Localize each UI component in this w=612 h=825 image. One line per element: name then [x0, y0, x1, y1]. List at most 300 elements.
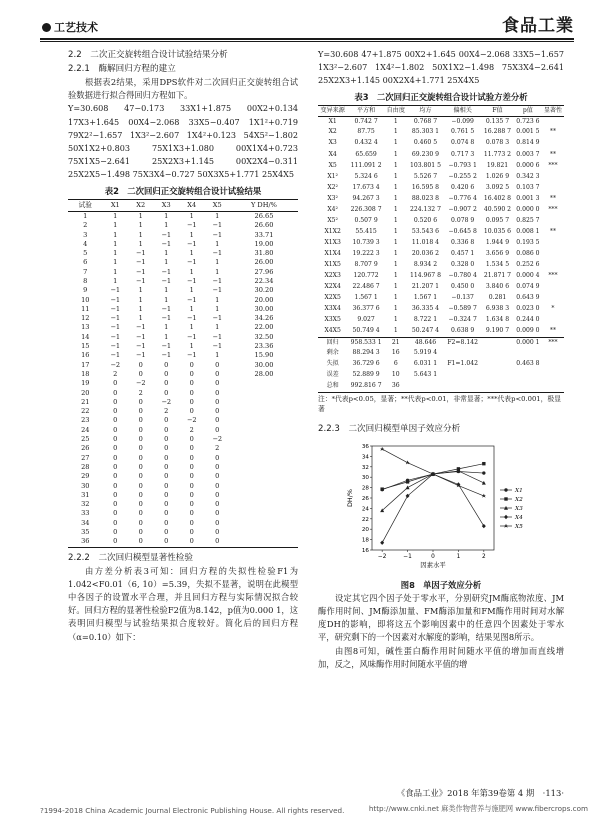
- table-cell: 1: [393, 260, 398, 268]
- table-row: [318, 249, 564, 260]
- table-cell: [230, 491, 298, 500]
- table3-note: 注：*代表p<0.05，显著；**代表p<0.01，非常显著；***代表p<0.001，极显著: [318, 394, 561, 413]
- table-row: [68, 240, 298, 249]
- table-row: [68, 286, 298, 295]
- table-cell: 0: [189, 509, 194, 518]
- table-cell: 0: [138, 369, 143, 378]
- table-row: [68, 361, 298, 370]
- table-cell: 1: [138, 286, 143, 295]
- table-cell: 0.001 3: [516, 194, 540, 202]
- table-cell: [230, 463, 298, 472]
- table-cell: 94.267 3: [352, 194, 380, 202]
- table-cell: 1: [393, 272, 398, 280]
- table-row: [68, 314, 298, 323]
- table-cell: 0: [113, 435, 118, 444]
- y-axis-label: DH/%: [346, 488, 354, 507]
- table-cell: 1: [189, 211, 194, 220]
- table-cell: 0: [215, 397, 220, 406]
- table-cell: −2: [161, 397, 172, 406]
- table-cell: 0.432 4: [354, 139, 378, 147]
- table-cell: 0: [164, 518, 169, 527]
- table-cell: 0: [138, 509, 143, 518]
- legend-label: X1: [515, 487, 523, 494]
- table-row: [318, 271, 564, 282]
- table-cell: [230, 407, 298, 416]
- table-cell: 36.335 4: [411, 305, 440, 313]
- table-cell: 1: [189, 342, 194, 351]
- table-cell: 114.967 8: [409, 272, 441, 280]
- table-cell: −1: [212, 249, 223, 258]
- table-cell: 0: [215, 388, 220, 397]
- table-cell: X4: [328, 150, 337, 158]
- table-cell: 0.000 0: [516, 205, 540, 213]
- table-cell: [230, 435, 298, 444]
- table-cell: X3X5: [324, 316, 341, 324]
- table-cell: 1: [138, 314, 143, 323]
- table-cell: 1: [113, 249, 118, 258]
- table-cell: −1: [161, 342, 172, 351]
- table-cell: 103.801 5: [409, 161, 441, 169]
- table-cell: 1.944 9: [485, 238, 510, 246]
- table-cell: −0.793 1: [448, 161, 477, 169]
- table-row: [318, 304, 564, 315]
- table-cell: 9.190 7: [485, 327, 510, 335]
- table-cell: 0.135 7: [485, 117, 510, 125]
- table-row: [68, 258, 298, 267]
- table-cell: [230, 398, 298, 407]
- y-tick-label: 16: [361, 547, 369, 554]
- table-row: [318, 149, 564, 160]
- data-point: [504, 497, 507, 500]
- table-cell: X1X4: [324, 249, 341, 257]
- y-tick-label: 20: [361, 526, 369, 533]
- table-cell: [230, 509, 298, 518]
- data-point: [482, 524, 486, 528]
- table-cell: −0.255 2: [448, 172, 477, 180]
- table-cell: −1: [135, 277, 146, 285]
- table-cell: 22.00: [254, 323, 274, 332]
- table-cell: 1: [393, 117, 398, 125]
- heading-2-2-2: 2.2.2 二次回归模型显著性检验: [68, 552, 193, 563]
- table-cell: [514, 370, 542, 381]
- table-cell: 8.722 1: [413, 316, 438, 324]
- data-point: [504, 515, 508, 519]
- table-cell: 0.074 8: [451, 139, 475, 147]
- table-cell: F1=1.042: [447, 360, 478, 368]
- table-cell: [542, 370, 564, 381]
- table-cell: [542, 138, 564, 149]
- table-cell: 15.90: [254, 351, 274, 360]
- table-cell: 0: [138, 472, 143, 481]
- table-cell: −1: [110, 342, 121, 351]
- table-cell: ***: [548, 161, 558, 169]
- table-cell: 16: [391, 349, 400, 357]
- table-row: [318, 370, 564, 381]
- table-cell: 2: [83, 221, 88, 230]
- table-cell: 1: [164, 221, 169, 230]
- table-cell: 1: [215, 351, 220, 360]
- table-row: [68, 333, 298, 342]
- single-factor-chart: [336, 438, 536, 578]
- heading-2-2-3: 2.2.3 二次回归模型单因子效应分析: [318, 423, 461, 434]
- table-row: [318, 337, 564, 348]
- table-cell: 1: [393, 327, 398, 335]
- table-cell: 19.821: [486, 161, 509, 169]
- table-cell: 11: [81, 304, 90, 313]
- table-cell: 0: [189, 388, 194, 397]
- table-cell: 1: [393, 316, 398, 324]
- table-cell: 0: [189, 518, 194, 527]
- table-cell: 88.023 8: [411, 194, 440, 202]
- table-cell: 40.590 2: [483, 205, 512, 213]
- figure-8: [336, 438, 536, 578]
- data-point: [482, 462, 485, 465]
- table-cell: 34: [81, 518, 90, 527]
- table-cell: 1.026 9: [485, 172, 510, 180]
- table-cell: [230, 500, 298, 509]
- table-cell: −0.099: [451, 117, 474, 125]
- table-row: [68, 519, 298, 528]
- journal-logo: 食品工業: [502, 16, 574, 36]
- header-rule-thin: [40, 41, 574, 42]
- table-cell: [230, 389, 298, 398]
- table-cell: 1.634 8: [485, 316, 510, 324]
- y-tick-label: 24: [361, 506, 369, 513]
- table-cell: 5.526 7: [413, 172, 438, 180]
- table-cell: 0: [179, 537, 204, 547]
- table-cell: 0: [138, 397, 143, 406]
- table-cell: −1: [135, 332, 146, 341]
- table-row: [318, 116, 564, 127]
- table-cell: 2: [164, 407, 169, 416]
- table-cell: X5: [328, 161, 337, 169]
- data-point: [380, 487, 383, 490]
- table-cell: −1: [110, 351, 121, 360]
- table-cell: 1: [189, 286, 194, 295]
- table-cell: −1: [161, 267, 172, 276]
- table-cell: 剩余: [326, 349, 339, 357]
- table-cell: 5.643 1: [413, 371, 438, 379]
- table-cell: 1: [393, 216, 398, 224]
- table-cell: [542, 249, 564, 260]
- table-cell: 12: [81, 314, 90, 323]
- table-row: [318, 138, 564, 149]
- table-cell: 13: [81, 323, 90, 332]
- table-cell: X1X3: [324, 238, 341, 246]
- table-cell: 0.000 1: [514, 337, 542, 348]
- table-cell: 1: [113, 211, 118, 220]
- table-row: [318, 359, 564, 370]
- table-cell: −1: [212, 314, 223, 323]
- table-cell: **: [549, 150, 556, 158]
- table-cell: 0: [138, 416, 143, 425]
- table-cell: 1: [215, 239, 220, 248]
- table-cell: 1: [164, 249, 169, 258]
- table-cell: 6.031 1: [413, 360, 438, 368]
- table-cell: 1: [393, 238, 398, 246]
- x-tick-label: −1: [403, 553, 412, 560]
- y-tick-label: 32: [361, 464, 369, 471]
- table-cell: 85.303 1: [411, 128, 440, 136]
- table-cell: [230, 426, 298, 435]
- table-cell: [514, 381, 542, 392]
- table-cell: 1: [189, 267, 194, 276]
- table-cell: −1: [186, 258, 197, 267]
- table-cell: 0: [138, 500, 143, 509]
- table-cell: −1: [161, 230, 172, 239]
- table-cell: [230, 454, 298, 463]
- table-cell: −1: [161, 304, 172, 313]
- table-cell: 0: [164, 425, 169, 434]
- table-cell: 1: [393, 227, 398, 235]
- table-cell: 0: [215, 528, 220, 537]
- table-cell: ***: [548, 272, 558, 280]
- table-cell: 0.328 0: [451, 260, 475, 268]
- table-cell: 1: [113, 258, 118, 267]
- table-cell: 1: [393, 305, 398, 313]
- table3: [318, 105, 564, 393]
- table-cell: 65.659: [355, 150, 377, 158]
- table-cell: 1: [164, 295, 169, 304]
- table-cell: 52.889 9: [352, 371, 380, 379]
- table-cell: [542, 171, 564, 182]
- table-cell: 992.816 7: [347, 381, 384, 392]
- table-cell: 0: [113, 425, 118, 434]
- table-cell: [481, 359, 514, 370]
- table-row: [318, 238, 564, 249]
- table-cell: −1: [135, 323, 146, 332]
- table-row: [68, 444, 298, 453]
- table-cell: 2: [189, 425, 194, 434]
- table-cell: 24: [81, 425, 90, 434]
- table-cell: [230, 416, 298, 425]
- table-cell: X1X5: [324, 260, 341, 268]
- table-cell: 4: [83, 239, 88, 248]
- table-cell: 7: [83, 267, 88, 276]
- table-cell: 1: [138, 295, 143, 304]
- table-cell: 0: [215, 416, 220, 425]
- table-cell: −1: [186, 277, 197, 285]
- y-tick-label: 22: [361, 516, 369, 523]
- table-cell: 30.00: [254, 360, 274, 369]
- left-column: [68, 48, 298, 644]
- y-tick-label: 36: [361, 443, 369, 450]
- section-label: 工艺技术: [42, 20, 98, 36]
- table-cell: 0: [189, 472, 194, 481]
- table-cell: 26.00: [254, 258, 274, 267]
- table-row: [68, 416, 298, 425]
- data-point: [504, 488, 507, 491]
- table-cell: 16: [81, 351, 90, 360]
- table-cell: 0: [164, 416, 169, 425]
- table-cell: 0: [164, 528, 169, 537]
- table-cell: 0: [113, 462, 118, 471]
- table-cell: −2: [135, 379, 146, 388]
- table-cell: [230, 537, 298, 547]
- table-cell: 6: [393, 360, 398, 368]
- table-cell: 8: [83, 277, 88, 285]
- table-cell: 19.00: [254, 239, 274, 248]
- table-cell: 0: [164, 500, 169, 509]
- table-cell: [230, 519, 298, 528]
- table-cell: [542, 238, 564, 249]
- table-row: [68, 231, 298, 240]
- table-header-cell: X2: [128, 199, 153, 211]
- table-row: [318, 293, 564, 304]
- table-cell: 11.018 4: [411, 238, 440, 246]
- table-cell: **: [549, 327, 556, 335]
- table-cell: 26: [81, 444, 90, 453]
- table-cell: 8.934 2: [413, 260, 438, 268]
- table-cell: −1: [212, 221, 223, 230]
- table-cell: 31: [81, 490, 90, 499]
- table-cell: 0: [189, 407, 194, 416]
- table-cell: 6.938 3: [485, 305, 510, 313]
- table-cell: 31.80: [254, 249, 274, 258]
- table-row: [68, 435, 298, 444]
- table-cell: X2: [328, 128, 337, 136]
- legend-label: X3: [515, 505, 523, 512]
- table-cell: 0: [164, 490, 169, 499]
- table-cell: 0: [113, 397, 118, 406]
- table-cell: 0: [164, 462, 169, 471]
- table-cell: 1: [189, 249, 194, 258]
- data-point: [406, 480, 409, 483]
- table-cell: 0: [138, 407, 143, 416]
- paragraph-fig8-discussion: 由图8可知，碱性蛋白酶作用时间随水平值的增加而直线增加，反之，风味酶作用时间随水平值的增: [318, 645, 564, 669]
- table2: [68, 199, 298, 548]
- table-cell: 0.336 8: [451, 238, 475, 246]
- table-cell: 27.96: [254, 267, 274, 276]
- table-cell: 10.739 3: [352, 238, 380, 246]
- table-row: [318, 204, 564, 215]
- table-cell: 0: [138, 453, 143, 462]
- table-cell: 0: [113, 481, 118, 490]
- table-header-cell: X1: [103, 199, 128, 211]
- table-row: [68, 472, 298, 481]
- table-cell: 1: [189, 304, 194, 313]
- table-cell: [542, 260, 564, 271]
- table2-header-row: [68, 199, 298, 211]
- table-cell: 1: [393, 161, 398, 169]
- table-cell: 0: [164, 453, 169, 462]
- x-tick-label: 2: [481, 553, 486, 560]
- table-header-cell: 均方: [407, 105, 444, 116]
- table-cell: 0: [164, 509, 169, 518]
- table-cell: 3.092 5: [485, 183, 510, 191]
- table-row: [68, 323, 298, 332]
- table-cell: 0: [113, 500, 118, 509]
- table-cell: 0: [215, 360, 220, 369]
- table-cell: 0: [153, 537, 178, 547]
- table-cell: 0: [215, 509, 220, 518]
- table-cell: 0: [215, 490, 220, 499]
- table-cell: 0: [128, 537, 153, 547]
- table-cell: 20.00: [254, 295, 274, 304]
- table-cell: 1.534 5: [485, 260, 510, 268]
- table-cell: 0: [189, 369, 194, 378]
- table-cell: 34.26: [254, 314, 274, 323]
- table-cell: [542, 182, 564, 193]
- table-row: [68, 482, 298, 491]
- header-rule: [40, 38, 574, 40]
- table-cell: [542, 348, 564, 359]
- table-row: [68, 463, 298, 472]
- table-cell: 0: [138, 444, 143, 453]
- table-cell: 0: [113, 528, 118, 537]
- table-cell: 22.486 7: [352, 283, 380, 291]
- table-cell: 20: [81, 388, 90, 397]
- table-cell: 120.772: [353, 272, 379, 280]
- table-cell: 1: [164, 258, 169, 267]
- table-cell: 5.324 6: [354, 172, 378, 180]
- x-tick-label: 0: [431, 553, 435, 560]
- table-row: [318, 282, 564, 293]
- table-header-cell: 平方和: [347, 105, 384, 116]
- table-cell: 16.402 8: [483, 194, 512, 202]
- y-tick-label: 28: [361, 485, 369, 492]
- table-cell: 1: [113, 277, 118, 285]
- table-cell: −2: [110, 360, 121, 369]
- table-cell: 0: [215, 518, 220, 527]
- data-point: [482, 493, 486, 497]
- table-cell: ***: [548, 205, 558, 213]
- table-cell: 0.717 3: [451, 150, 475, 158]
- table-cell: 1: [215, 211, 220, 220]
- table-cell: −1: [110, 295, 121, 304]
- table-cell: 1: [215, 267, 220, 276]
- table-cell: 1: [113, 221, 118, 230]
- regression-equation-full: Y=30.608 47−0.173 33X1+1.875 00X2+0.134 17X3+1.645 00X4−2.068 33X5−0.407 1X1²+0.719 79X2²−1.657 1X3²−2.607 1X4²+0.123 54X5²−1.802 50X1X2+0.803 75X1X3+1.080 00X1X4+0.723 75X1X5−2.641 25X2X3+1.145 00X2X4−0.311 25X2X5−1.498 75X3X4−0.727 50X3X5+1.771 25X4X5: [68, 103, 298, 180]
- data-point: [380, 540, 384, 544]
- table-cell: 1: [393, 150, 398, 158]
- data-point: [482, 481, 486, 485]
- table-cell: 0: [113, 472, 118, 481]
- table-cell: ***: [542, 337, 564, 348]
- table-cell: 36.729 6: [352, 360, 380, 368]
- table-cell: 0: [164, 388, 169, 397]
- table-cell: 0.507 9: [354, 216, 378, 224]
- table3-body: [318, 116, 564, 392]
- table-cell: −1: [110, 332, 121, 341]
- table-cell: 1: [215, 304, 220, 313]
- table-cell: 0: [113, 379, 118, 388]
- table-cell: 0: [164, 369, 169, 378]
- table-cell: 17: [81, 360, 90, 369]
- table-cell: 0: [215, 481, 220, 490]
- table-cell: 0: [103, 537, 128, 547]
- table-row: [68, 491, 298, 500]
- table-cell: [514, 348, 542, 359]
- table-cell: −1: [186, 314, 197, 323]
- table-cell: 1: [164, 332, 169, 341]
- table-cell: [542, 282, 564, 293]
- table-cell: 22: [81, 407, 90, 416]
- table-cell: 10: [81, 295, 90, 304]
- table-cell: X3²: [327, 194, 339, 202]
- table-cell: **: [549, 128, 556, 136]
- table-cell: −1: [212, 332, 223, 341]
- table-cell: 2: [113, 369, 118, 378]
- table-row: [318, 160, 564, 171]
- series-line-x2: [382, 463, 484, 488]
- table-cell: [230, 379, 298, 388]
- table-row: [68, 296, 298, 305]
- table-row: [68, 277, 298, 286]
- table-cell: [481, 348, 514, 359]
- table-header-cell: 偏相关: [444, 105, 481, 116]
- table-cell: 35: [81, 528, 90, 537]
